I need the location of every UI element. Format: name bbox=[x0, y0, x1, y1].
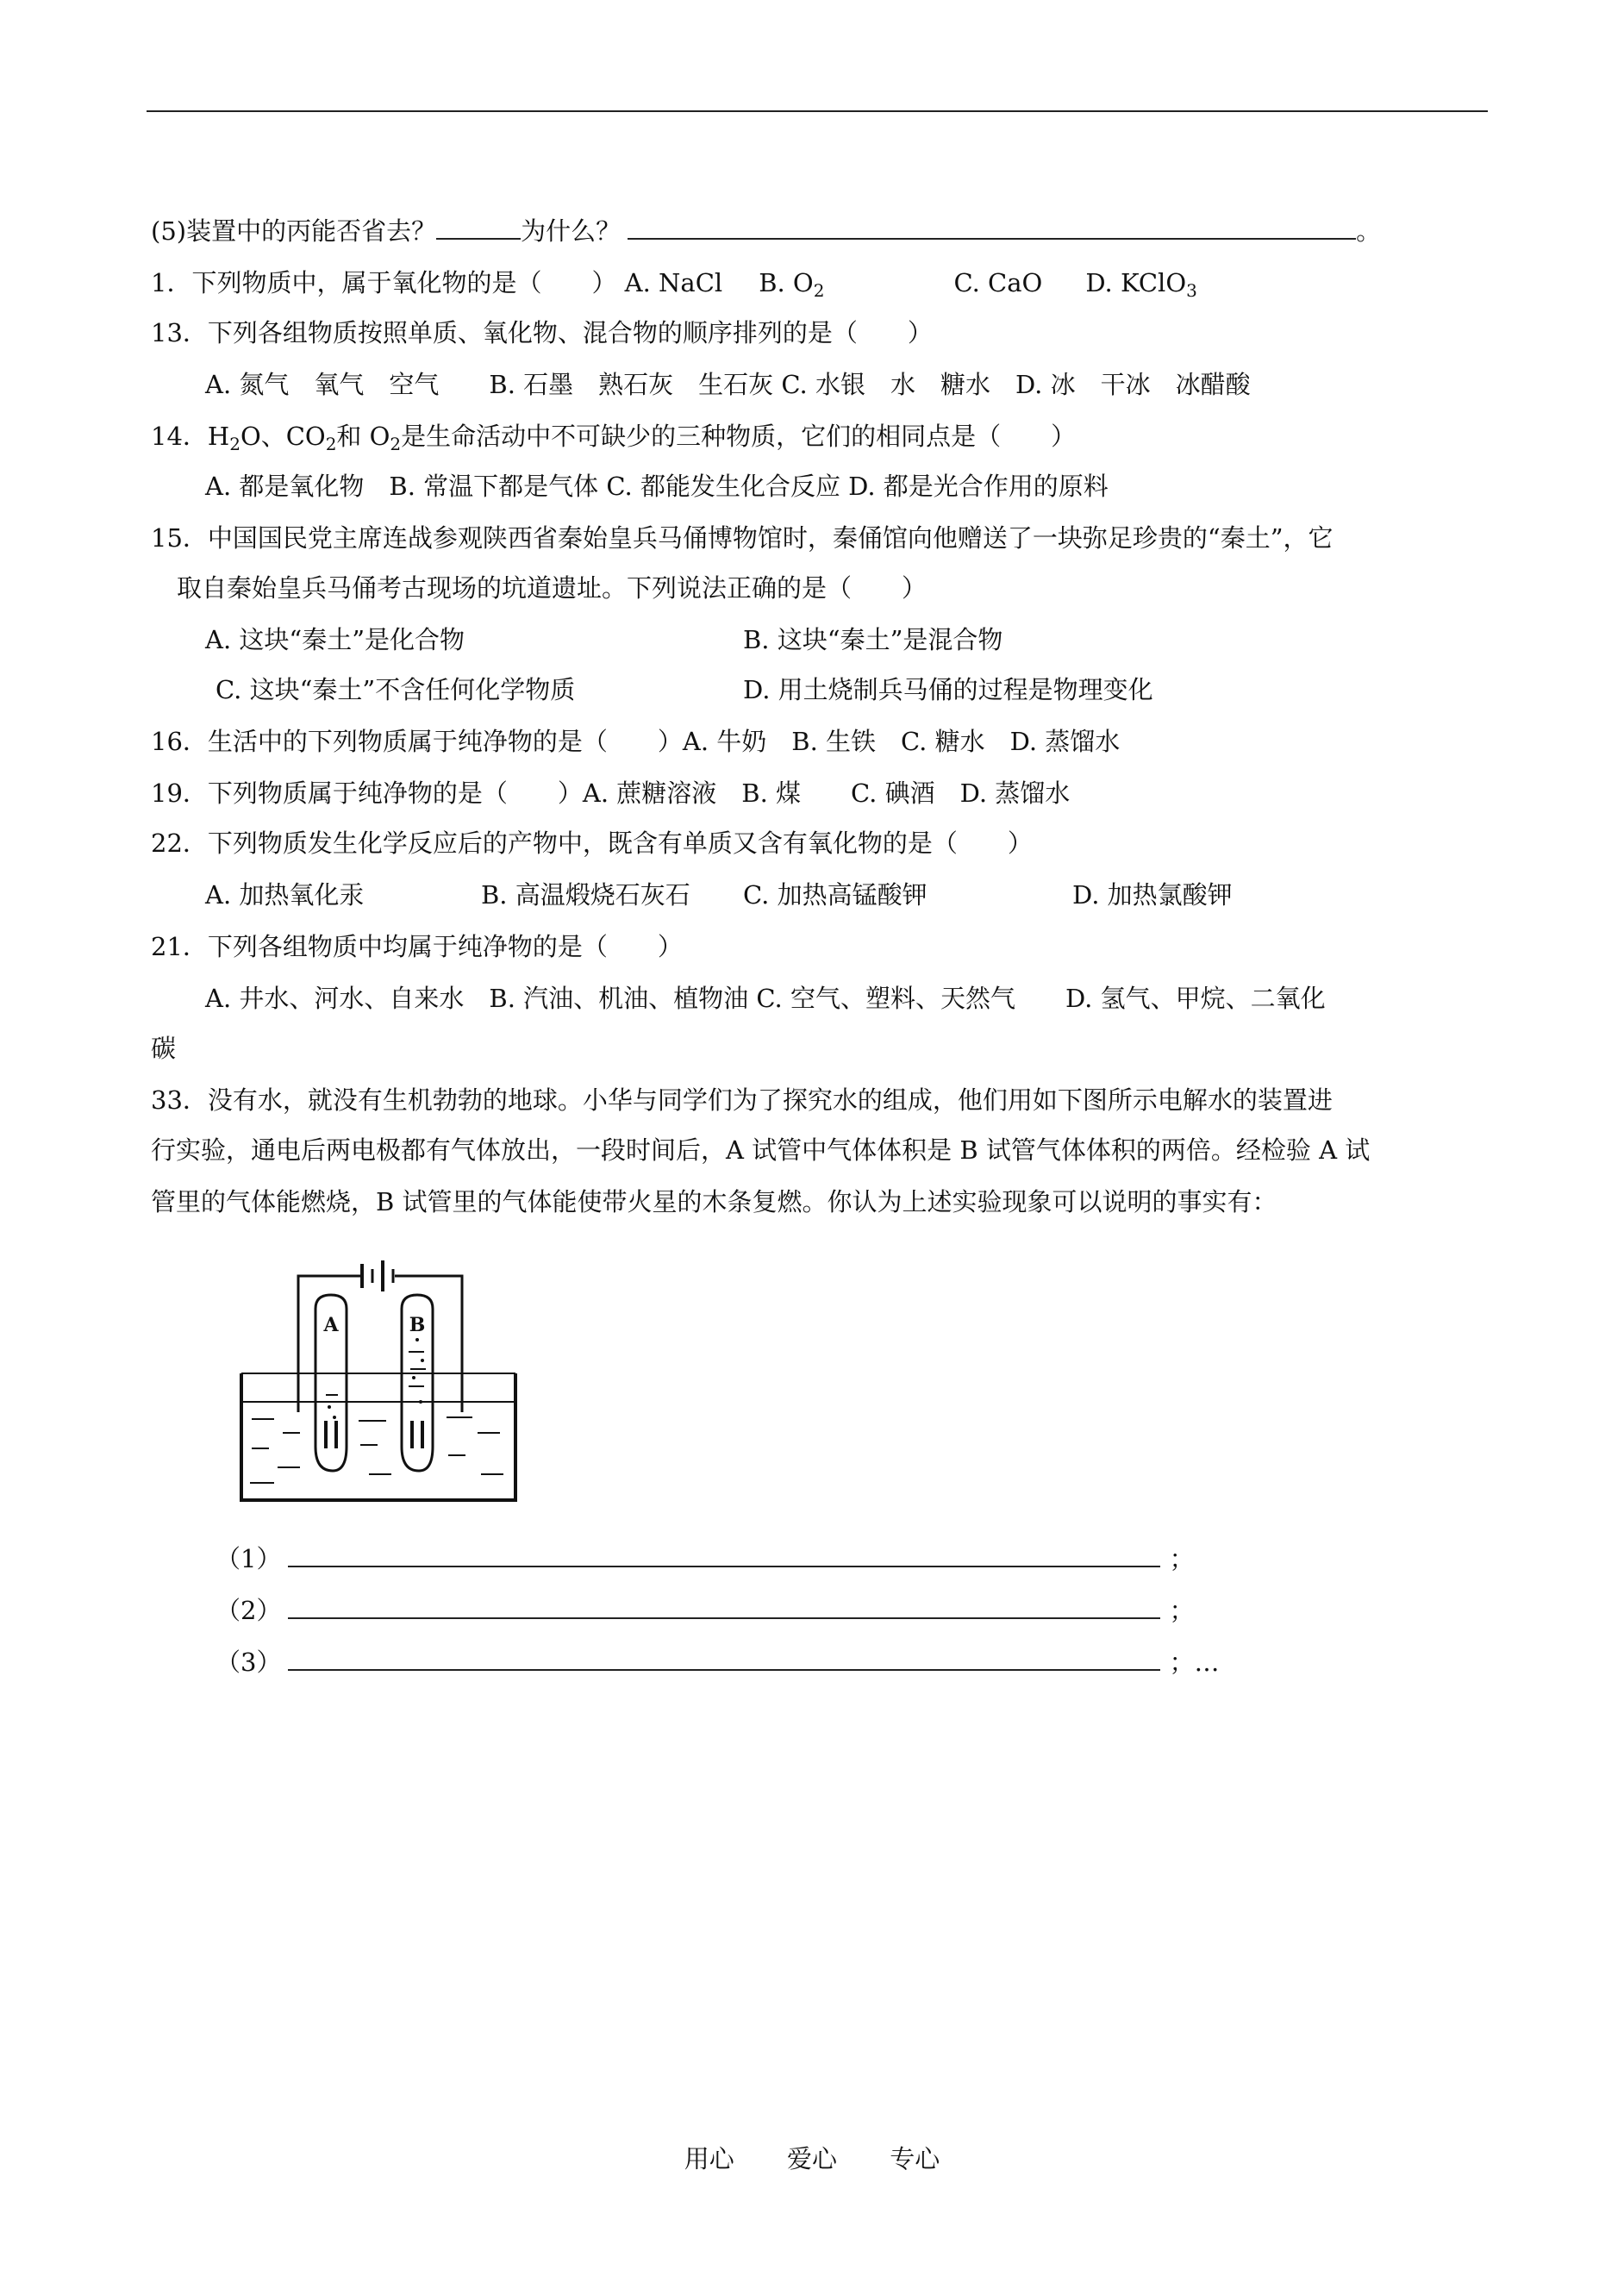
page-footer bbox=[0, 2143, 1624, 2174]
footer-text: 爱心 bbox=[786, 2144, 837, 2173]
header-rule bbox=[147, 110, 1488, 112]
q15-option-a: A. 这块“秦土”是化合物 bbox=[205, 625, 465, 654]
tube-a-label: A bbox=[323, 1314, 339, 1336]
answer-blank[interactable] bbox=[288, 1647, 1160, 1671]
q5-label: (5)装置中的丙能否省去？ bbox=[151, 216, 437, 246]
answer-row-1: （1） ； bbox=[215, 1544, 1195, 1573]
question-14: 14．$H_2O$、$CO_2$和 $O_2$是生命活动中不可缺少的三种物质，它们的相同点是（ ） bbox=[151, 422, 1077, 454]
q1-option-b: B. $O_2$ bbox=[759, 268, 825, 301]
question-19: 19．下列物质属于纯净物的是（ ）A. 蔗糖溶液 B. 煤 C. 碘酒 D. 蒸馏水 bbox=[151, 779, 1071, 808]
question-14-options: A. 都是氧化物 B. 常温下都是气体 C. 都能发生化合反应 D. 都是光合作用的原料 bbox=[205, 472, 1109, 501]
question-15-line2: 取自秦始皇兵马俑考古现场的坑道遗址。下列说法正确的是（ ） bbox=[177, 573, 928, 603]
question-22: 22．下列物质发生化学反应后的产物中，既含有单质又含有氧化物的是（ ） bbox=[151, 829, 1033, 858]
electrolysis-apparatus-figure bbox=[240, 1248, 524, 1507]
question-1 bbox=[151, 267, 1197, 301]
q15-option-b: B. 这块“秦土”是混合物 bbox=[743, 625, 1003, 654]
answer-blank[interactable] bbox=[628, 216, 1356, 240]
answer-blank[interactable] bbox=[288, 1595, 1160, 1619]
q1-stem: 1．下列物质中，属于氧化物的是（ ） bbox=[151, 268, 617, 297]
question-15-line1: 15．中国国民党主席连战参观陕西省秦始皇兵马俑博物馆时，秦俑馆向他赠送了一块弥足珍贵的“秦土”，它 bbox=[151, 523, 1334, 553]
footer-text: 专心 bbox=[890, 2144, 940, 2173]
q15-option-c: C. 这块“秦土”不含任何化学物质 bbox=[215, 675, 576, 704]
q22-option-b: B. 高温煅烧石灰石 bbox=[481, 880, 690, 910]
question-21-wrap: 碳 bbox=[151, 1034, 177, 1063]
question-33-line3: 管里的气体能燃烧，B 试管里的气体能使带火星的木条复燃。你认为上述实验现象可以说明的事实有： bbox=[151, 1187, 1277, 1216]
q22-option-d: D. 加热氯酸钾 bbox=[1072, 880, 1233, 910]
question-21: 21．下列各组物质中均属于纯净物的是（ ） bbox=[151, 932, 683, 961]
q5-end: 。 bbox=[1356, 216, 1382, 246]
q1-option-c: C. CaO bbox=[953, 268, 1043, 297]
q1-option-a: A. NaCl bbox=[624, 268, 723, 297]
answer-row-3: （3） ；… bbox=[215, 1648, 1220, 1677]
answer-row-2: （2） ； bbox=[215, 1596, 1195, 1625]
footer-text: 用心 bbox=[684, 2144, 734, 2173]
question-21-options: A. 井水、河水、自来水 B. 汽油、机油、植物油 C. 空气、塑料、天然气 D. 氢气、甲烷、二氧化 bbox=[205, 984, 1326, 1013]
q22-option-c: C. 加热高锰酸钾 bbox=[743, 880, 928, 910]
question-5 bbox=[151, 216, 1381, 247]
question-16: 16．生活中的下列物质属于纯净物的是（ ）A. 牛奶 B. 生铁 C. 糖水 D. 蒸馏水 bbox=[151, 727, 1121, 756]
question-13-options: A. 氮气 氧气 空气 B. 石墨 熟石灰 生石灰 C. 水银 水 糖水 D. 冰 干冰 冰醋酸 bbox=[205, 370, 1251, 399]
answer-blank[interactable] bbox=[288, 1543, 1160, 1567]
question-33-line2: 行实验，通电后两电极都有气体放出，一段时间后，A 试管中气体体积是 B 试管气体体积的两倍。经检验 A 试 bbox=[151, 1135, 1371, 1165]
q15-option-d: D. 用土烧制兵马俑的过程是物理变化 bbox=[743, 675, 1153, 704]
question-33-line1: 33．没有水，就没有生机勃勃的地球。小华与同学们为了探究水的组成，他们用如下图所示电解水的装置进 bbox=[151, 1085, 1333, 1115]
question-13: 13．下列各组物质按照单质、氧化物、混合物的顺序排列的是（ ） bbox=[151, 318, 933, 347]
answer-blank[interactable] bbox=[436, 216, 521, 240]
tube-b-label: B bbox=[409, 1314, 426, 1336]
q1-option-d: D. KClO$_3$ bbox=[1085, 268, 1197, 301]
q22-option-a: A. 加热氧化汞 bbox=[205, 880, 365, 910]
q5-mid: 为什么？ bbox=[521, 216, 621, 246]
